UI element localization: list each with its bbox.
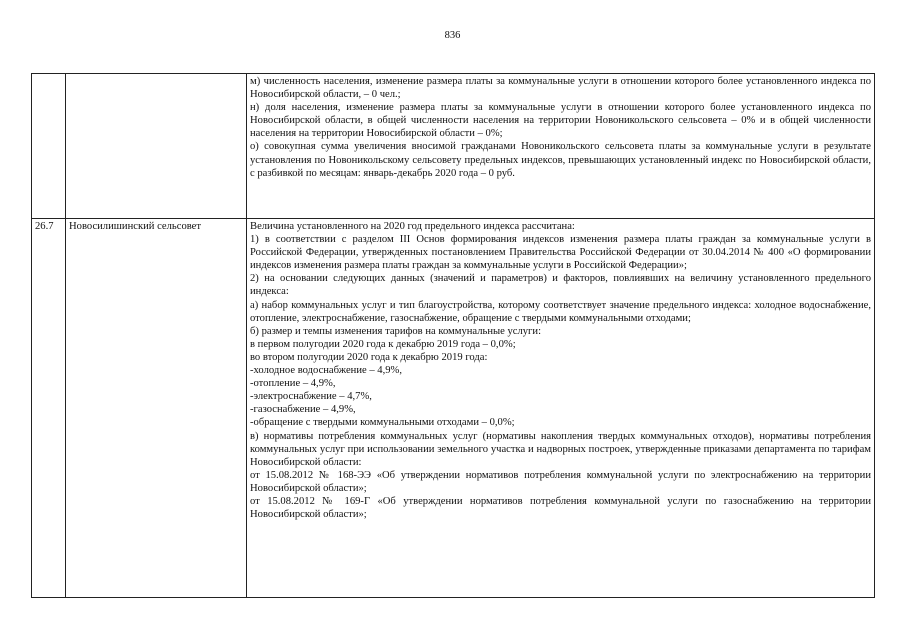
indices-table <box>31 73 875 598</box>
paragraph: в первом полугодии 2020 года к декабрю 2019 года – 0,0%; <box>250 338 516 350</box>
paragraph: -отопление – 4,9%, <box>250 378 336 390</box>
paragraph: от 15.08.2012 № 169-Г «Об утверждении нормативов потребления коммунальной услуги по газоснабжению на территории Новосибирской области»; <box>250 495 871 521</box>
paragraph: м) численность населения, изменение размера платы за коммунальные услуги в отношении которого более установленного индекса по Новосибирской области, – 0 чел.; <box>250 76 871 101</box>
row-number-cell <box>32 74 66 219</box>
description-cell <box>247 219 875 598</box>
municipality-name-cell: Новосилишинский сельсовет <box>66 219 247 598</box>
page-number: 836 <box>444 30 461 41</box>
paragraph: от 15.08.2012 № 168-ЭЭ «Об утверждении нормативов потребления коммунальной услуги по электроснабжению на территории Новосибирской области»; <box>250 469 871 494</box>
paragraph: во втором полугодии 2020 года к декабрю 2019 года: <box>250 351 488 363</box>
description-cell <box>247 74 875 219</box>
row-number-cell: 26.7 <box>32 219 66 598</box>
municipality-name-cell <box>66 74 247 219</box>
paragraph: б) размер и темпы изменения тарифов на коммунальные услуги: <box>250 325 542 337</box>
table-row <box>32 74 875 219</box>
paragraph: в) нормативы потребления коммунальных услуг (нормативы накопления твердых коммунальных отходов), нормативы потребления коммунальных услуг при использовании земельного участка и надворных построек, утвержденные приказами департамента по тарифам Новосибирской области: <box>250 430 871 468</box>
paragraph: -холодное водоснабжение – 4,9%, <box>250 365 402 377</box>
paragraph: н) доля населения, изменение размера платы за коммунальные услуги в отношении которого более установленного индекса по Новосибирской области, в общей численности населения на территории Новоникольского сельсовета – 0% и в общей численности населения на территории Новосибирской области – 0%; <box>250 102 871 140</box>
paragraph: 1) в соответствии с разделом III Основ формирования индексов изменения размера платы граждан за коммунальные услуги в Российской Федерации, утвержденных постановлением Правительства Российской Федерации от 30.04.2014 № 400 «О формировании индексов изменения размера платы граждан за коммунальные услуги в Российской Федерации»; <box>250 234 871 272</box>
paragraph: -обращение с твердыми коммунальными отходами – 0,0%; <box>250 417 515 429</box>
paragraph: Величина установленного на 2020 год предельного индекса рассчитана: <box>250 221 575 232</box>
table-row <box>32 219 875 598</box>
paragraph: -электроснабжение – 4,7%, <box>250 391 372 403</box>
paragraph: а) набор коммунальных услуг и тип благоустройства, которому соответствует значение предельного индекса: холодное водоснабжение, отопление, электроснабжение, газоснабжение, обращение с твердыми коммунальными отходами; <box>250 299 871 324</box>
paragraph: 2) на основании следующих данных (значений и параметров) и факторов, повлиявших на величину установленного предельного индекса: <box>250 273 871 298</box>
paragraph: -газоснабжение – 4,9%, <box>250 404 356 416</box>
paragraph: о) совокупная сумма увеличения вносимой гражданами Новоникольского сельсовета платы за коммунальные услуги в результате установления по Новоникольскому сельсовету предельных индексов, превышающих установленный индекс по Новосибирской области, с разбивкой по месяцам: январь-декабрь 2020 года – 0 руб. <box>250 141 871 179</box>
